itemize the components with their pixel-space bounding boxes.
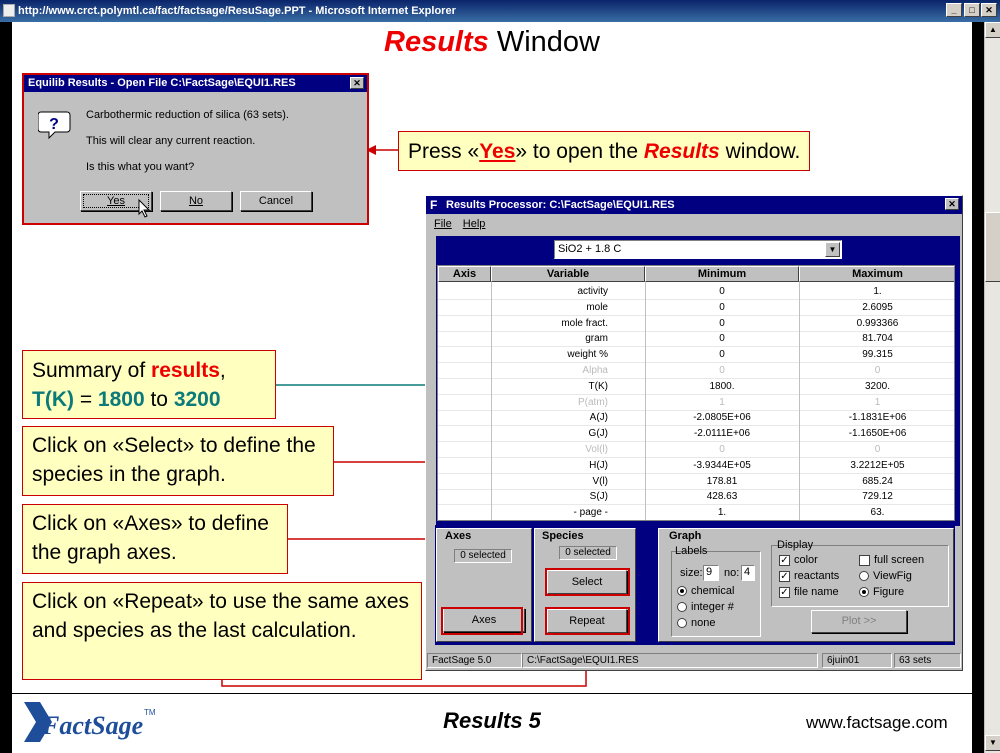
row-variable: S(J) [589,491,608,503]
label-option-radio[interactable]: chemical [677,585,734,597]
row-minimum: 0 [719,333,725,345]
minimize-button[interactable]: _ [946,3,962,17]
axes-highlight [441,607,523,635]
reaction-select[interactable]: SiO2 + 1.8 C ▼ [554,240,842,259]
col-minimum: Minimum [645,266,799,282]
table-row[interactable] [438,300,955,316]
display-option[interactable]: Figure [859,586,904,598]
footer-url[interactable]: www.factsage.com [806,713,948,732]
callout-repeat: Click on «Repeat» to use the same axes and species as the last calculation. [22,582,422,680]
table-row[interactable] [438,426,955,442]
label-option-radio[interactable]: integer # [677,601,734,613]
row-variable: activity [577,286,608,297]
radio-icon[interactable] [859,571,869,581]
table-row[interactable] [438,489,955,505]
repeat-highlight [545,607,630,635]
table-row[interactable] [438,284,955,300]
table-row[interactable] [438,331,955,347]
row-variable: T(K) [588,380,608,392]
row-variable: mole [586,301,608,313]
col-maximum: Maximum [799,266,955,282]
svg-text:TM: TM [144,708,156,717]
slide-title: Results Window [384,26,600,58]
row-minimum: 0 [719,365,725,376]
svg-text:FactSage: FactSage [42,711,144,740]
yes-button[interactable]: Yes [80,191,152,211]
species-count: 0 selected [559,546,617,560]
question-icon [38,109,72,139]
table-row[interactable] [438,458,955,474]
checkbox-icon[interactable] [859,555,870,566]
select-button[interactable]: Select [547,570,627,594]
row-variable: mole fract. [561,317,608,329]
row-maximum: 3.2212E+05 [850,459,905,471]
status-sets: 63 sets [894,653,961,668]
col-axis: Axis [438,266,491,282]
row-variable: G(J) [588,428,608,440]
callout-axes: Click on «Axes» to define the graph axes. [22,504,288,574]
radio-icon[interactable] [859,587,869,597]
row-maximum: 81.704 [862,333,893,345]
row-maximum: 63. [870,507,885,519]
row-maximum: 2.6095 [862,301,893,313]
table-row[interactable] [438,347,955,363]
row-variable: P(atm) [578,396,608,408]
col-variable: Variable [491,266,645,282]
dialog-line-2: This will clear any current reaction. [86,135,256,147]
table-row[interactable] [438,379,955,395]
radio-icon[interactable] [677,618,687,628]
row-maximum: -1.1650E+06 [848,428,907,440]
table-row[interactable] [438,395,955,411]
status-file: C:\FactSage\EQUI1.RES [522,653,818,668]
close-button[interactable]: ✕ [981,3,997,17]
row-minimum: -2.0111E+06 [693,428,751,440]
menu-help[interactable]: Help [462,218,486,230]
row-maximum: 685.24 [862,475,893,487]
label-no-input[interactable]: 4 [741,565,755,581]
table-row[interactable] [438,316,955,332]
label-size-input[interactable]: 9 [703,565,719,581]
factsage-app-icon: F [430,198,438,212]
row-maximum: 1. [873,286,882,297]
processor-close-button[interactable]: ✕ [945,198,959,210]
display-option[interactable]: ViewFig [859,570,912,582]
dialog-line-1: Carbothermic reduction of silica (63 sets). [86,109,289,121]
row-variable: H(J) [589,459,608,471]
row-maximum: 729.12 [862,491,893,503]
checkbox-icon[interactable]: ✓ [780,570,789,582]
row-minimum: 1 [719,396,725,408]
row-minimum: 0 [719,301,725,313]
menu-file[interactable]: File [434,218,452,230]
dialog-close-button[interactable]: ✕ [350,77,364,89]
row-minimum: 0 [719,349,725,361]
row-variable: Alpha [582,365,608,376]
checkbox-icon[interactable]: ✓ [780,554,789,566]
footer-page: Results 5 [443,708,541,733]
processor-title-bar: F Results Processor: C:\FactSage\EQUI1.RES ✕ [426,196,962,214]
row-maximum: -1.1831E+06 [848,412,907,424]
radio-icon[interactable] [677,602,687,612]
row-variable: Vol(l) [585,444,608,455]
status-date: 6juin01 [822,653,892,668]
axes-button[interactable]: Axes [443,608,525,632]
scroll-up-icon[interactable]: ▲ [985,22,1000,38]
label-option-radio[interactable]: none [677,617,715,629]
status-version: FactSage 5.0 [427,653,522,668]
row-maximum: 0 [874,444,881,455]
cancel-button[interactable]: Cancel [240,191,312,211]
table-row[interactable] [438,442,955,458]
dialog-title-bar: Equilib Results - Open File C:\FactSage\EQUI1.RES ✕ [24,75,367,92]
callout-press-yes: Press «Yes» to open the Results window. [398,131,810,171]
graph-group: Graph Labels size: 9 no: 4 chemical integer # none Display ✓ color ✓ reactants ✓ file name full screen ViewFig Figure Plot >> [658,528,954,642]
plot-button[interactable]: Plot >> [811,610,907,633]
table-row[interactable] [438,363,955,379]
row-minimum: 0 [719,317,725,329]
display-checkbox[interactable]: ✓ reactants [780,570,840,582]
display-checkbox[interactable]: ✓ color [780,554,818,566]
chevron-down-icon[interactable]: ▼ [825,242,840,257]
maximize-button[interactable]: □ [964,3,980,17]
axes-count: 0 selected [454,549,512,563]
row-minimum: 1800. [709,380,735,392]
repeat-button[interactable]: Repeat [547,609,627,633]
select-highlight [545,568,630,596]
mouse-cursor-icon [138,199,152,219]
row-variable: V(l) [592,475,608,487]
table-row[interactable] [438,474,955,490]
menu-bar [434,218,485,230]
table-row[interactable] [438,410,955,426]
callout-select: Click on «Select» to define the species in the graph. [22,426,334,496]
row-variable: A(J) [589,412,608,424]
row-minimum: -3.9344E+05 [693,459,751,471]
footer-rule [12,693,972,694]
row-minimum: 1. [717,507,727,519]
row-maximum: 3200. [864,380,891,392]
row-maximum: 1 [874,396,881,408]
row-minimum: 0 [719,444,725,455]
row-minimum: 178.81 [706,475,738,487]
no-button[interactable]: No [160,191,232,211]
row-minimum: 428.63 [706,491,738,503]
species-group: Species 0 selected Select Repeat [534,528,636,642]
display-option[interactable]: full screen [859,554,924,566]
callout-summary: Summary of results, T(K) = 1800 to 3200 [22,350,276,419]
checkbox-icon[interactable]: ✓ [780,586,789,598]
row-maximum: 0.993366 [856,317,899,329]
dialog-line-3: Is this what you want? [86,161,195,173]
svg-text:?: ? [49,116,59,133]
display-checkbox[interactable]: ✓ file name [780,586,839,598]
row-variable: weight % [567,349,608,361]
variables-table [437,265,955,521]
browser-title: http://www.crct.polymtl.ca/fact/factsage/ResuSage.PPT - Microsoft Internet Explorer [18,5,456,17]
axes-group: Axes 0 selected Axes [436,528,532,642]
row-variable: - page - [573,507,608,519]
row-minimum: -2.0805E+06 [693,412,751,424]
table-row[interactable] [438,505,955,521]
row-variable: gram [585,333,608,345]
row-maximum: 0 [874,365,881,376]
radio-icon[interactable] [677,586,687,596]
equilib-open-dialog [22,73,369,225]
row-maximum: 99.315 [862,349,893,361]
scroll-down-icon[interactable]: ▼ [985,735,1000,751]
row-minimum: 0 [719,286,725,297]
